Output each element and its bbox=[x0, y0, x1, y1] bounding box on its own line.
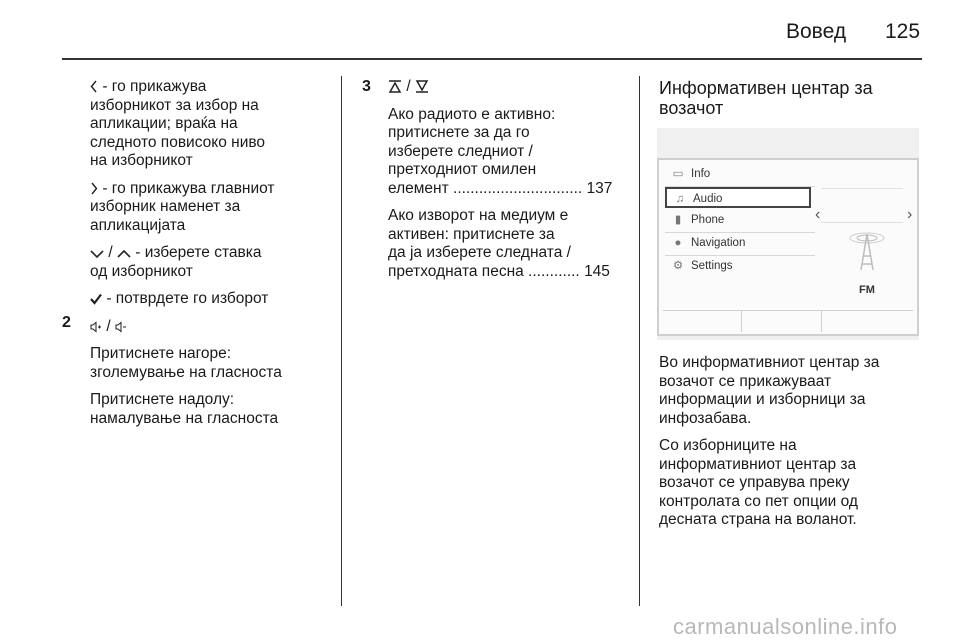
menu-item-phone: ▮ Phone bbox=[665, 210, 811, 231]
settings-icon: ⚙ bbox=[672, 260, 684, 272]
previous-favourite-icon bbox=[415, 80, 429, 93]
info-icon: ▭ bbox=[672, 168, 684, 180]
display-screen bbox=[657, 158, 919, 336]
menu-item-settings: ⚙ Settings bbox=[665, 256, 811, 277]
watermark: carmanualsonline.info bbox=[673, 614, 898, 639]
confirm-description: - потврдете го изборот bbox=[90, 290, 330, 309]
volume-down-description: Притиснете надолу: намалување на гласноста bbox=[90, 391, 279, 427]
chevron-left-icon bbox=[90, 80, 98, 93]
header-rule bbox=[62, 58, 922, 60]
page-ref-137[interactable]: 137 bbox=[586, 179, 613, 197]
radio-description: Ако радиото е активно: притиснете за да го изберете следниот / претходниот омилен елемент .............................. 137 bbox=[388, 105, 613, 197]
column-3-body bbox=[659, 354, 929, 539]
section-heading: Информативен центар за возачот bbox=[659, 78, 873, 118]
driver-info-centre-illustration bbox=[657, 128, 919, 340]
page-number: 125 bbox=[885, 20, 921, 43]
forward-description: - го прикажува главниот изборник наменет за апликацијата bbox=[90, 179, 275, 234]
bottom-bar-divider bbox=[821, 310, 822, 332]
music-note-icon: ♫ bbox=[675, 193, 685, 205]
updown-description: / - изберете ставка од изборникот bbox=[90, 244, 262, 280]
intro-paragraph: Во информативниот центар за возачот се прикажуваат информации и изборници за инфозабава. bbox=[659, 354, 880, 427]
page-ref-145[interactable]: 145 bbox=[584, 262, 610, 280]
item-number-2: 2 bbox=[62, 314, 71, 331]
panel-line bbox=[821, 188, 903, 189]
menu-item-navigation: ● Navigation bbox=[665, 233, 811, 254]
screen-bottom-bar bbox=[663, 310, 913, 331]
volume-up-description: Притиснете нагоре: зголемување на гласноста bbox=[90, 345, 282, 381]
compass-icon: ● bbox=[674, 237, 682, 249]
item-number-3: 3 bbox=[362, 78, 371, 95]
next-favourite-icon bbox=[388, 80, 402, 93]
media-description: Ако изворот на медиум е активен: притиснете за да ја изберете следната / претходната песна ............ 145 bbox=[388, 207, 610, 280]
chevron-left-icon: ‹ bbox=[815, 206, 821, 223]
column-1 bbox=[90, 78, 330, 437]
radio-tower-icon bbox=[847, 222, 887, 278]
chevron-right-icon bbox=[90, 182, 98, 195]
volume-icons-line: / bbox=[90, 318, 330, 337]
favourite-icons-line: / bbox=[388, 78, 628, 97]
checkmark-icon bbox=[90, 293, 102, 305]
chevron-down-icon bbox=[90, 249, 104, 259]
phone-icon: ▮ bbox=[674, 214, 682, 226]
back-description: - го прикажува изборникот за избор на апликации; враќа на следното повисоко ниво на изборникот bbox=[90, 78, 266, 169]
column-divider-2 bbox=[639, 76, 640, 606]
control-paragraph: Со изборниците на информативниот центар за возачот се управува преку контролата со пет опции од десната страна на воланот. bbox=[659, 437, 858, 528]
page-header-title: Вовед bbox=[786, 20, 847, 43]
chevron-right-icon: › bbox=[907, 206, 913, 223]
source-label: FM bbox=[859, 284, 875, 296]
column-divider-1 bbox=[341, 76, 342, 606]
chevron-up-icon bbox=[117, 249, 131, 259]
volume-up-icon bbox=[90, 321, 102, 333]
menu-item-info: ▭ Info bbox=[665, 164, 811, 185]
bottom-bar-divider bbox=[741, 310, 742, 332]
menu-item-audio: ♫ Audio bbox=[665, 187, 811, 208]
column-3 bbox=[659, 78, 919, 118]
column-2 bbox=[388, 78, 628, 290]
volume-down-icon bbox=[115, 321, 127, 333]
